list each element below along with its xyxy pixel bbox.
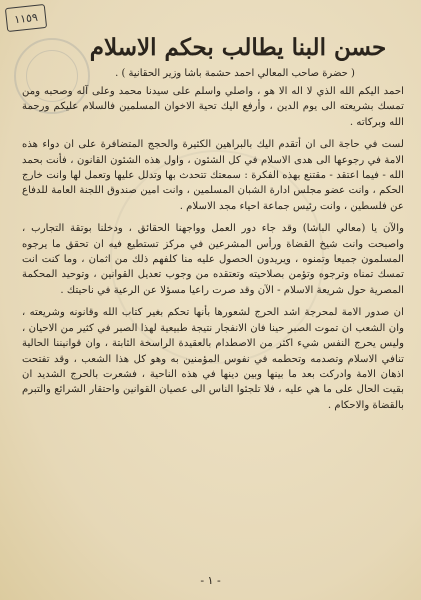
paragraph: لست في حاجة الى ان أتقدم اليك بالبراهين الكثيرة والحجج المتضافرة على ان دواء هذه الامة في رجوعها الى هدى الاسلام في كل الشئون ، واول هذه الشئون القانون ، فأنت بحمد الله - فيما اعتقد - مقتنع بهذه الفكرة : سمعتك تتحدث بها وتدلل عليها وتعمل لها وانت خارج الحكم ، وانت عضو مجلس ادارة الشبان المسلمين ، وانت امين صندوق اللجنة العامة للدفاع عن فلسطين ، وانت رئيس جماعة احياء مجد الاسلام . xyxy=(22,139,404,212)
paragraph: والآن يا (معالي الباشا) وقد جاء دور العمل وواجهنا الحقائق ، ودخلنا بوتقة التجارب ، واصبحت وانت شيخ القضاة ورأس المشرعين في مركز تستطيع فيه ان تحقق ما يرجوه المسلمون جميعا وتمنوه ، ويريدون الحصول عليه منا كلفهم ذلك من اثمان ، وما كنت انت تمسك تمناه وترجوه وتؤمن بصلاحيته وتعتقده من وجوب تعديل القوانين ، وتوحيد المحكمة المصرية حول شريعة الاسلام - الآن وقد صرت راعيا مسؤلا عن الرعية في ناحيتك . xyxy=(22,223,404,296)
paragraph: ان صدور الامة لمحرجة اشد الحرج لشعورها بأنها تحكم بغير كتاب الله وقانونه وشريعته ، وان الشعب ان تموت الصبر حينا فان الانفجار نتيجة طبيعية لهذا الصبر في كثير من الاحيان ، وليس يحرج النفس شيء اكثر من الاصطدام بالعقيدة الراسخة الثابتة ، وان قوانيننا الحالية تنافي الاسلام وتصدمه وتحطمه في نفوس المؤمنين به وهو كل هذا الشعب ، وقد تفتحت اذهان الامة وادركت بعد ما بينها وبين دينها في هذه الناحية ، فشعرت بالحرج الشديد ان بقيت الحال على ما هي عليه ، فلا تلجئوا الناس الى عصيان القوانين واحتقار الشرائع والتبرم بالقضاة والاحكام . xyxy=(22,307,404,411)
article-subtitle: ( حضرة صاحب المعالي احمد حشمة باشا وزير الحقانية ) . xyxy=(115,68,355,79)
article-body xyxy=(22,84,404,420)
paragraph: احمد اليكم الله الذي لا اله الا هو ، واصلي واسلم على سيدنا محمد وعلى آله وصحبه ومن تمسك بشريعته الى يوم الدين ، وأرفع اليك تحية الاخوان المسلمين فالسلام عليكم ورحمة الله وبركاته . xyxy=(22,86,404,128)
page-footer-number: - ١ - xyxy=(200,574,221,587)
article-title: حسن البنا يطالب بحكم الاسلام xyxy=(89,34,387,61)
archive-page-number: ١١٥٩ xyxy=(5,4,47,32)
